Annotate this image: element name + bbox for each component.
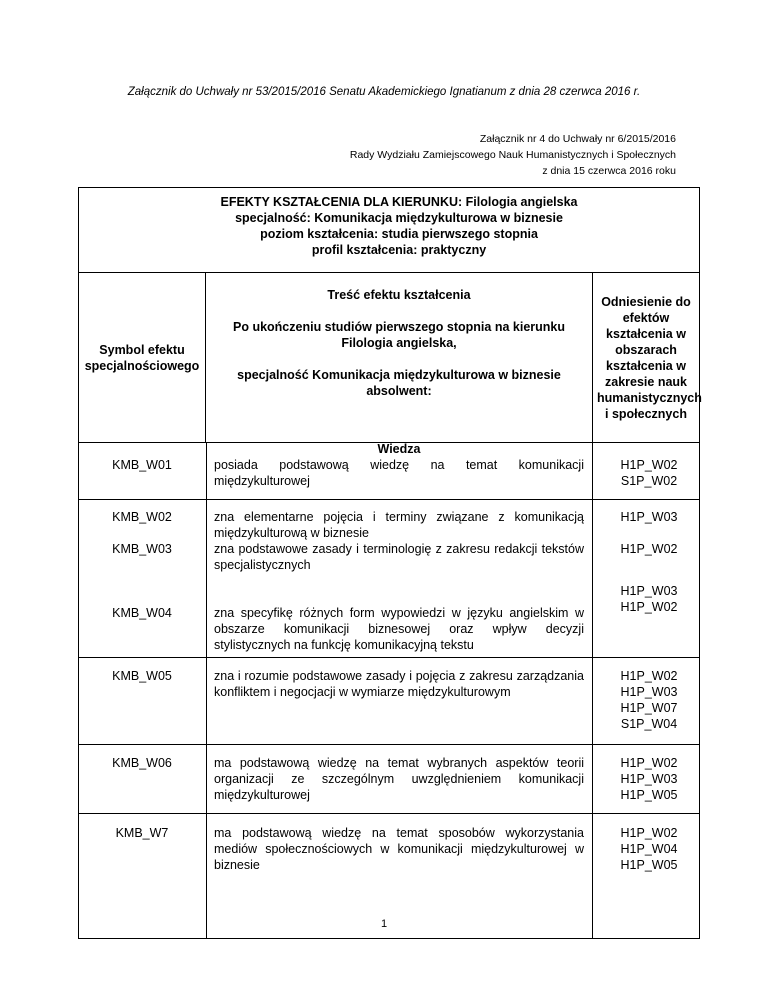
title-line-3: poziom kształcenia: studia pierwszego stopnia [260, 227, 538, 241]
row-description: zna specyfikę różnych form wypowiedzi w języku angielskim w obszarze komunikacji biznesowej oraz wpływ decyzji stylistycznych na funkcję komunikacyjną tekstu [214, 606, 584, 652]
attachment-subheader [350, 131, 676, 179]
content-header-intro: Po ukończeniu studiów pierwszego stopnia na kierunku Filologia angielska, [233, 320, 565, 350]
row-symbol: KMB_W01 [112, 458, 172, 472]
row-separator [79, 744, 699, 745]
row-description: posiada podstawową wiedzę na temat komunikacji międzykulturowej [214, 458, 584, 488]
row-references: H1P_W03 [620, 510, 678, 524]
row-description: zna i rozumie podstawowe zasady i pojęcia z zakresu zarządzania konfliktem i negocjacji w wymiarze międzykulturowym [214, 669, 584, 699]
title-left-spacer [79, 188, 206, 273]
page-number: 1 [380, 918, 388, 930]
row-symbol: KMB_W05 [112, 669, 172, 683]
table-title [206, 188, 700, 273]
column-header-content [206, 273, 593, 443]
column-header-symbol: Symbol efektu specjalnościowego [79, 273, 206, 443]
row-symbol: KMB_W03 [112, 542, 172, 556]
row-references: H1P_W03 H1P_W02 [620, 584, 678, 614]
row-symbol: KMB_W04 [112, 606, 172, 620]
column-divider [206, 443, 207, 938]
row-description: ma podstawową wiedzę na temat wybranych aspektów teorii organizacji ze szczególnym uwzględnieniem komunikacji międzykulturowej [214, 756, 584, 802]
column-header-reference: Odniesienie do efektów kształcenia w obszarach kształcenia w zakresie nauk humanistycznych i społecznych [593, 273, 700, 443]
subheader-line-2: Rady Wydziału Zamiejscowego Nauk Humanistycznych i Społecznych [349, 149, 676, 161]
attachment-header: Załącznik do Uchwały nr 53/2015/2016 Senatu Akademickiego Ignatianum z dnia 28 czerwca 2016 r. [127, 86, 641, 98]
subheader-line-1: Załącznik nr 4 do Uchwały nr 6/2015/2016 [479, 133, 676, 145]
row-symbol: KMB_W06 [112, 756, 172, 770]
outcomes-body [79, 443, 700, 939]
row-symbol: KMB_W02 [112, 510, 172, 524]
row-separator [79, 657, 699, 658]
subheader-line-3: z dnia 15 czerwca 2016 roku [542, 165, 676, 177]
content-header-specialty: specjalność Komunikacja międzykulturowa w biznesie absolwent: [237, 368, 561, 398]
title-line-1: EFEKTY KSZTAŁCENIA DLA KIERUNKU: Filologia angielska [220, 195, 578, 209]
title-line-4: profil kształcenia: praktyczny [311, 243, 487, 257]
row-description: zna podstawowe zasady i terminologię z zakresu redakcji tekstów specjalistycznych [214, 542, 584, 572]
row-symbol: KMB_W7 [115, 826, 169, 840]
row-references: H1P_W02 H1P_W04 H1P_W05 [620, 826, 678, 872]
row-separator [79, 499, 699, 500]
row-references: H1P_W02 H1P_W03 H1P_W05 [620, 756, 678, 802]
row-references: H1P_W02 [620, 542, 678, 556]
row-references: H1P_W02 H1P_W03 H1P_W07 S1P_W04 [620, 669, 678, 731]
title-line-2: specjalność: Komunikacja międzykulturowa w biznesie [235, 211, 563, 225]
row-description: zna elementarne pojęcia i terminy związane z komunikacją międzykulturową w biznesie [214, 510, 584, 540]
learning-outcomes-table [78, 187, 700, 939]
row-description: ma podstawową wiedzę na temat sposobów wykorzystania mediów społecznościowych w komunikacji międzykulturowej w biznesie [214, 826, 584, 872]
section-heading-wiedza: Wiedza [377, 442, 421, 456]
row-separator [79, 813, 699, 814]
row-references: H1P_W02 S1P_W02 [620, 458, 678, 488]
column-divider [592, 443, 593, 938]
content-header-title: Treść efektu kształcenia [327, 288, 471, 302]
